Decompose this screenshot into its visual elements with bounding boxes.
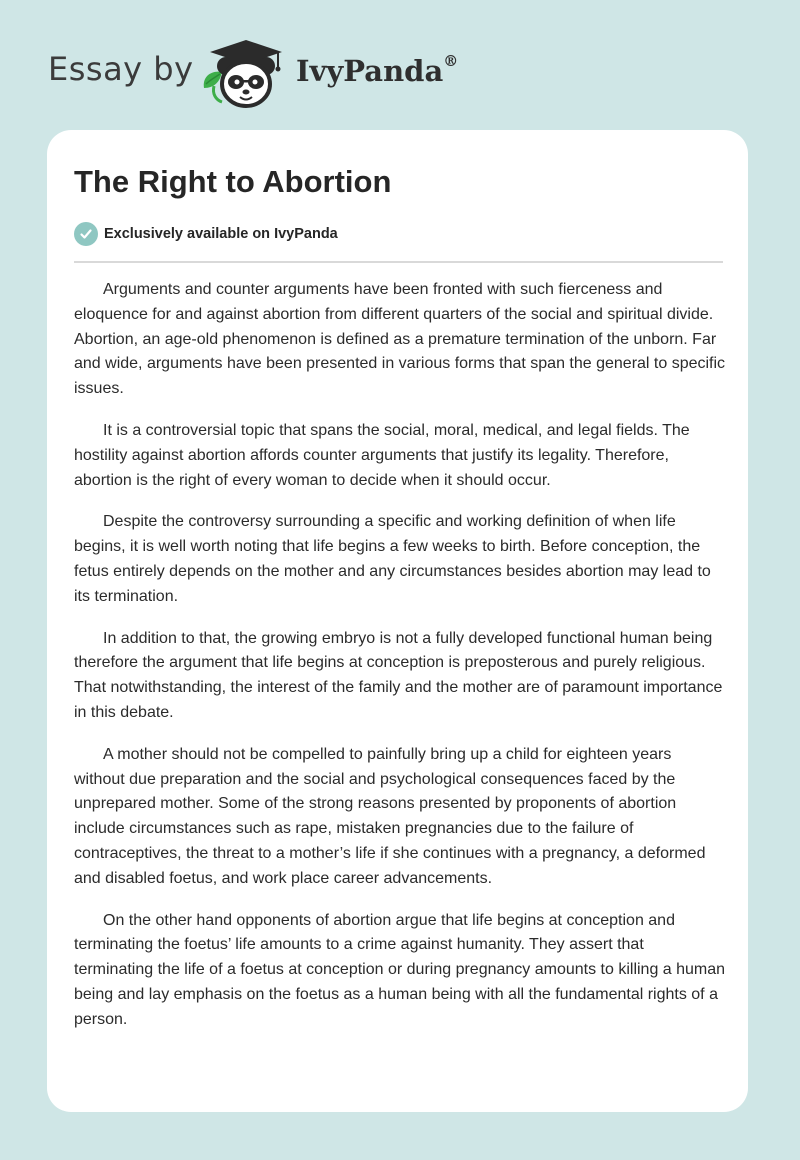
essay-by-label: Essay by [48,50,194,88]
check-circle-icon [74,222,98,246]
panda-graduate-icon[interactable] [200,36,292,108]
site-header [48,36,548,108]
paragraph: It is a controversial topic that spans the social, moral, medical, and legal fields. The hostility against abortion affords counter arguments that justify its legality. Therefore, abortion is the right of every woman to decide when it should occur. [74,421,690,489]
divider [74,261,723,263]
essay-card [47,130,748,1112]
paragraph: On the other hand opponents of abortion argue that life begins at conception and terminating the foetus’ life amounts to a crime against humanity. They assert that terminating the life of a foetus at conception or during pregnancy amounts to killing a human being and lay emphasis on the foetus as a human being with all the fundamental rights of a person. [74,911,726,1028]
registered-mark: ® [443,52,459,70]
paragraph: A mother should not be compelled to painfully bring up a child for eighteen years without due preparation and the social and psychological consequences faced by the unprepared mother. Some of the strong reasons presented by proponents of abortion include circumstances such as rape, mistaken pregnancies due to the failure of contraceptives, the threat to a mother’s life if she continues with a pregnancy, a deformed and disabled foetus, and work place career advancements. [74,745,706,887]
essay-body [74,278,726,1050]
exclusive-badge [74,222,338,246]
badge-text: Exclusively available on IvyPanda [104,226,338,242]
paragraph: Arguments and counter arguments have been fronted with such fierceness and eloquence for and against abortion from different quarters of the social and spiritual divide. Abortion, an age-old phenomenon is defined as a premature termination of the unborn. Far and wide, arguments have been presented in various forms that span the general to specific issues. [74,281,726,398]
paragraph: Despite the controversy surrounding a specific and working definition of when life begins, it is well worth noting that life begins a few weeks to birth. Before conception, the fetus entirely depends on the mother and any circumstances besides abortion may lead to its termination. [74,513,711,605]
brand-name[interactable]: IvyPanda® [296,52,459,88]
paragraph: In addition to that, the growing embryo is not a fully developed functional human being therefore the argument that life begins at conception is preposterous and purely religious. That notwithstanding, the interest of the family and the mother are of paramount importance in this debate. [74,629,723,721]
page-title: The Right to Abortion [74,164,392,199]
